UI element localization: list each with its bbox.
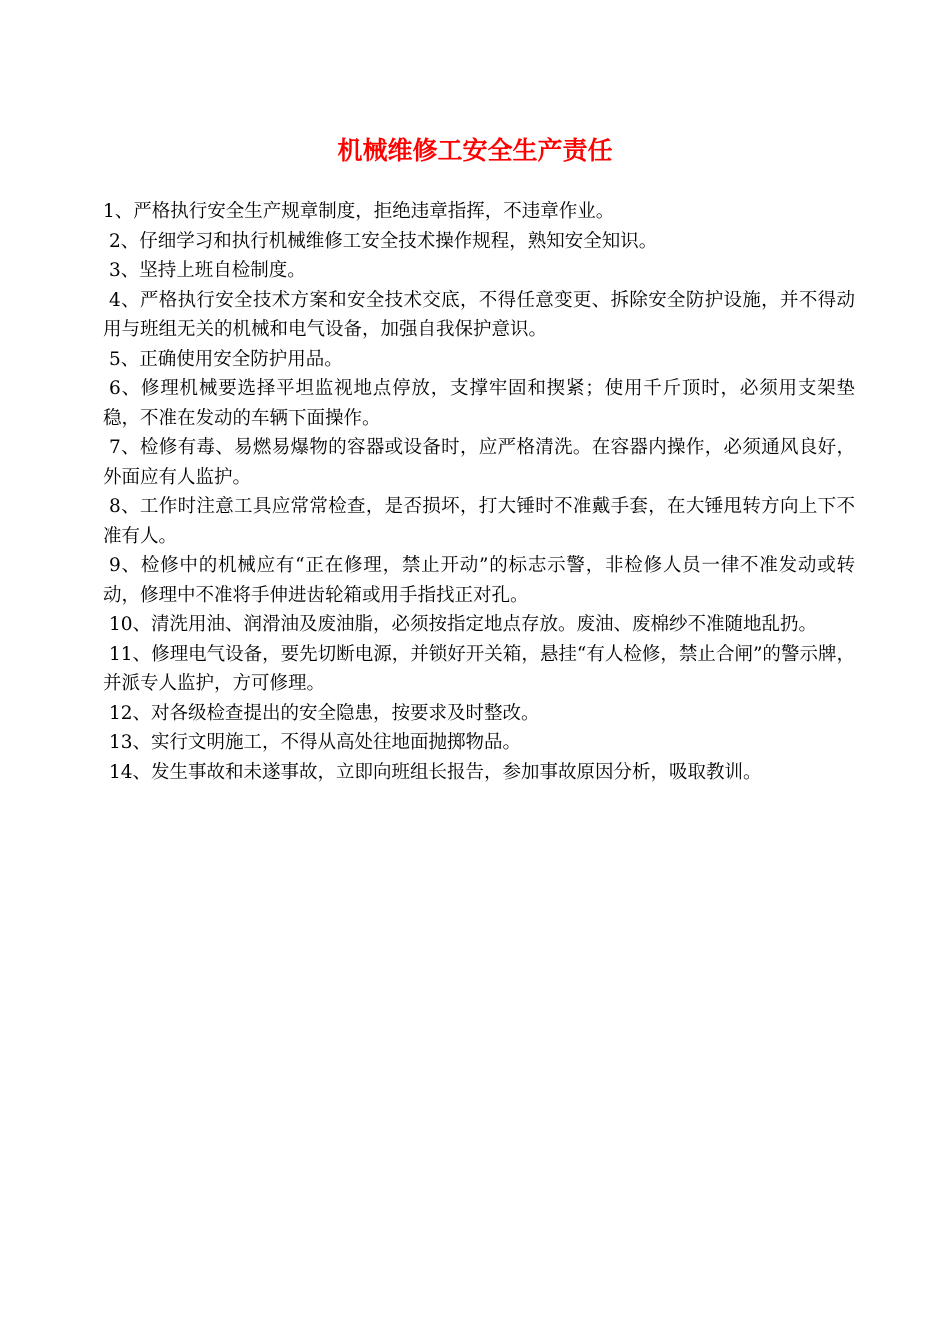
clause-10: 10、清洗用油、润滑油及废油脂，必须按指定地点存放。废油、废棉纱不准随地乱扔。 <box>109 614 818 635</box>
clause-6: 6、修理机械要选择平坦监视地点停放，支撑牢固和揳紧；使用千斤顶时，必须用支架垫稳，不准在发动的车辆下面操作。 <box>103 378 855 429</box>
clause-1: 1、严格执行安全生产规章制度，拒绝违章指挥，不违章作业。 <box>103 201 615 222</box>
clause-14: 14、发生事故和未遂事故，立即向班组长报告，参加事故原因分析，吸取教训。 <box>109 761 762 783</box>
clause-12: 12、对各级检查提出的安全隐患，按要求及时整改。 <box>109 702 540 724</box>
clause-5: 5、正确使用安全防护用品。 <box>109 348 343 370</box>
clause-3: 3、坚持上班自检制度。 <box>109 260 306 281</box>
document-title: 机械维修工安全生产责任 <box>337 136 613 165</box>
clause-9: 9、检修中的机械应有“正在修理，禁止开动”的标志示警，非检修人员一律不准发动或转动，修理中不准将手伸进齿轮箱或用手指找正对孔。 <box>103 555 855 606</box>
clause-7: 7、检修有毒、易燃易爆物的容器或设备时，应严格清洗。在容器内操作，必须通风良好，外面应有人监护。 <box>103 437 855 488</box>
clause-11: 11、修理电气设备，要先切断电源，并锁好开关箱，悬挂“有人检修，禁止合闸”的警示牌，并派专人监护，方可修理。 <box>103 643 855 694</box>
clause-4: 4、严格执行安全技术方案和安全技术交底，不得任意变更、拆除安全防护设施，并不得动用与班组无关的机械和电气设备，加强自我保护意识。 <box>103 289 855 340</box>
document-body <box>103 197 855 787</box>
clause-8: 8、工作时注意工具应常常检查，是否损坏，打大锤时不准戴手套，在大锤甩转方向上下不准有人。 <box>103 496 855 547</box>
clause-13: 13、实行文明施工，不得从高处往地面抛掷物品。 <box>109 732 522 753</box>
clause-2: 2、仔细学习和执行机械维修工安全技术操作规程，熟知安全知识。 <box>109 230 658 252</box>
